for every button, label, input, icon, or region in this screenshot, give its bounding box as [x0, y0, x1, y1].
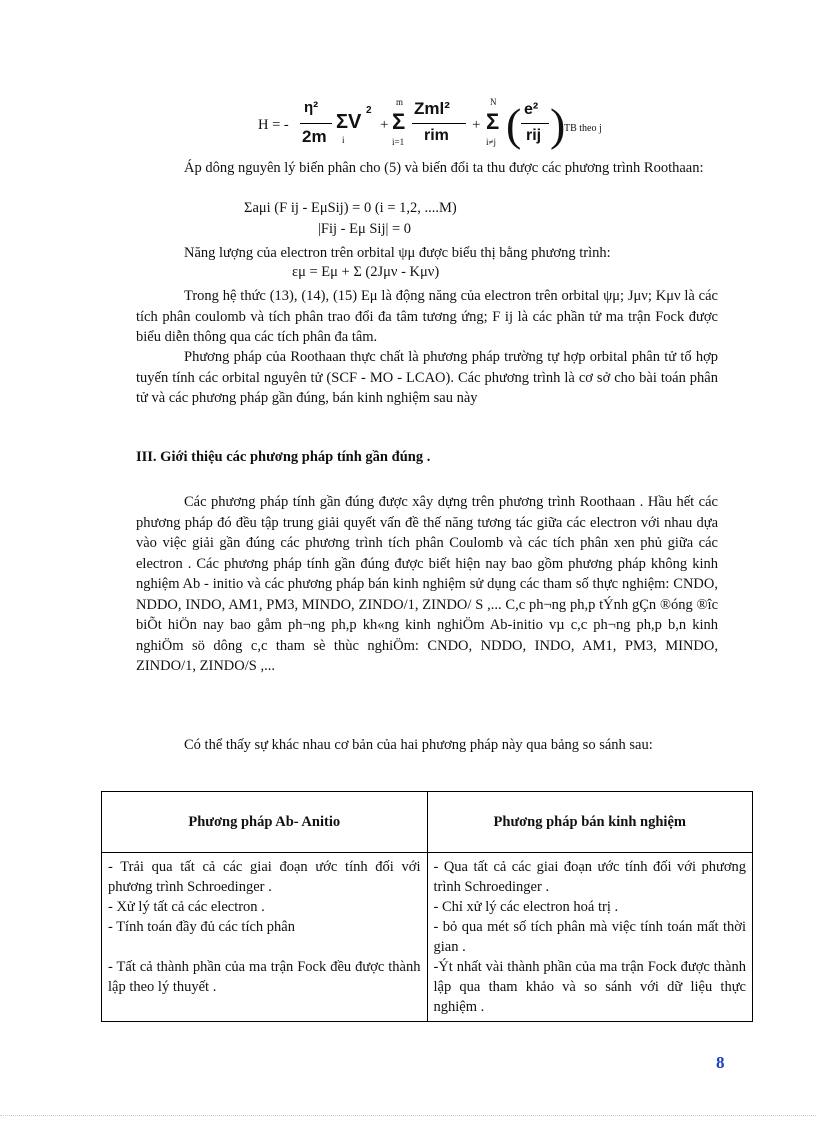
fraction-bar [521, 123, 549, 124]
list-item: - bỏ qua mét số tích phân mà việc tính toán mất thời gian . [433, 919, 746, 955]
table-cell-semi-empirical [427, 853, 753, 1022]
equation-energy: εμ = Eμ + Σ (2Jμν - Kμν) [292, 264, 440, 280]
list-item: - Qua tất cả các giai đoạn ước tính đối với phương trình Schroedinger . [433, 859, 746, 895]
list-item: - Chỉ xử lý các electron hoá trị . [433, 899, 619, 915]
table-header-row [102, 792, 753, 853]
plus-sign: + [472, 117, 481, 133]
list-item: -Ýt nhất vài thành phần của ma trận Fock được thành lập qua tham khảo và so sánh với dữ liệu thực nghiệm . [433, 959, 746, 1015]
formula-note: TB theo j [564, 123, 602, 134]
list-spacer [108, 937, 421, 957]
formula-sum3-bottom: i≠j [486, 137, 496, 147]
table-cell-ab-initio [102, 853, 428, 1022]
paragraph-roothaan-intro: Áp dông nguyên lý biến phân cho (5) và biến đổi ta thu được các phương trình Roothaan: [184, 160, 704, 176]
formula-sum2-bottom: i=1 [392, 137, 405, 147]
equation-roothaan-2: |Fij - Eμ Sij| = 0 [318, 221, 412, 237]
formula-den1: 2m [302, 127, 327, 146]
formula-num2: Zml² [414, 99, 450, 118]
comparison-table [101, 791, 753, 1022]
paragraph-comparison-intro: Có thể thấy sự khác nhau cơ bản của hai phương pháp này qua bảng so sánh sau: [184, 737, 653, 753]
formula-num3: e² [524, 101, 539, 118]
formula-sum1: ΣV [336, 111, 362, 133]
list-item: - Tất cả thành phần của ma trận Fock đều được thành lập theo lý thuyết . [108, 959, 421, 995]
paragraph-approx-methods: Các phương pháp tính gần đúng được xây dựng trên phương trình Roothaan . Hầu hết các phương pháp đó đều tập trung giải quyết vấn đề thế năng tương tác giữa các electron với nhau dựa vào việc giải gần đúng các phương trình tích phân Coulomb và các tích phân xen phủ giữa các electron . Các phương pháp tính gần đúng được biết hiện nay bao gồm phương pháp không kinh nghiệm Ab - initio và các phương pháp bán kinh nghiệm sử dụng các tham số thực nghiệm: CNDO, NDDO, INDO, AM1, PM3, MINDO, ZINDO/1, ZINDO/ S ,... C,c ph¬ng ph,p tÝnh gÇn ®óng ®îc biÕt hiÖn nay bao gåm ph¬ng ph,p kh«ng kinh nghiÖm Ab-initio vµ c,c ph¬ng ph,p b,n kinh nghiÖm sö dông c,c tham sè thùc nghiÖm: CNDO, NDDO, INDO, AM1, PM3, MINDO, ZINDO/1, ZINDO/S ,... [136, 494, 718, 674]
formula-sum2-top: m [396, 97, 404, 107]
formula-lhs: H = - [258, 117, 289, 133]
formula-den2: rim [424, 127, 449, 144]
left-paren-icon: ( [506, 99, 522, 150]
equation-roothaan-1: Σaμi (F ij - EμSij) = 0 (i = 1,2, ....M) [244, 200, 457, 216]
fraction-bar [412, 123, 466, 124]
fraction-bar [300, 123, 332, 124]
formula-sum1-sup: 2 [366, 105, 372, 116]
right-paren-icon: ) [550, 99, 566, 150]
formula-num1: η² [304, 99, 319, 116]
page-number: 8 [716, 1053, 725, 1072]
formula-den3: rij [526, 127, 542, 144]
paragraph-roothaan-method: Phương pháp của Roothaan thực chất là phương pháp trường tự hợp orbital phân tử tổ hợp tuyến tính các orbital nguyên tử (SCF - MO - LCAO). Các phương trình là cơ sở cho bài toán phân tử và các phương pháp gần đúng, bán kinh nghiệm sau này [136, 349, 718, 406]
footer-divider [0, 1115, 816, 1116]
plus-sign: + [380, 117, 389, 133]
sigma-icon: Σ [486, 109, 500, 134]
table-header-ab-initio: Phương pháp Ab- Anitio [102, 792, 428, 853]
paragraph-terms: Trong hệ thức (13), (14), (15) Eμ là động năng của electron trên orbital ψμ; Jμν; Kμν là các tích phân coulomb và tích phân trao đổi đa tâm tương ứng; F ij là các phần tử ma trận Fock được biểu diễn thông qua các tích phân đa tâm. [136, 288, 718, 345]
paragraph-energy: Năng lượng của electron trên orbital ψμ được biểu thị bằng phương trình: [184, 245, 611, 261]
list-item: - Tính toán đầy đủ các tích phân [108, 919, 295, 935]
formula-sum1-sub: i [342, 135, 345, 145]
section-heading: III. Giới thiệu các phương pháp tính gần đúng . [136, 449, 431, 465]
list-item: - Trải qua tất cả các giai đoạn ước tính đối với phương trình Schroedinger . [108, 859, 421, 895]
formula-sum3-top: N [490, 97, 497, 107]
table-row [102, 853, 753, 1022]
list-item: - Xử lý tất cả các electron . [108, 899, 265, 915]
table-header-semi-empirical: Phương pháp bán kinh nghiệm [427, 792, 753, 853]
sigma-icon: Σ [392, 109, 406, 134]
